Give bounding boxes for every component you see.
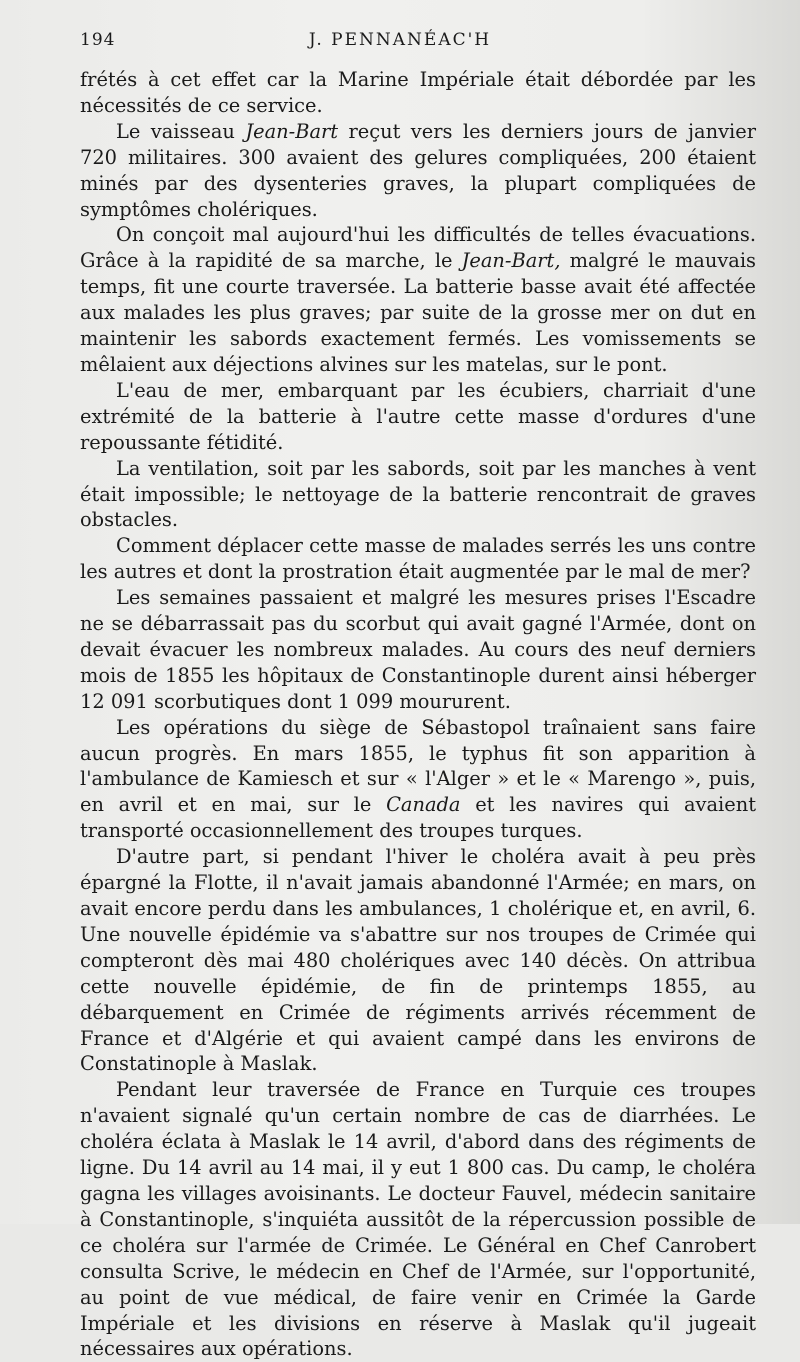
paragraph-text: reçut vers les derniers jours de janvier 720 militaires. 300 avaient des gelures compliquées, 200 étaient minés par des dysenteries graves, la plupart compliquées de symptômes cholériques.: [80, 119, 756, 221]
paragraph-text: La ventilation, soit par les sabords, soit par les manches à vent était impossible; le nettoyage de la batterie rencontrait de graves obstacles.: [80, 456, 756, 532]
running-head: J. PENNANÉAC'H: [308, 30, 492, 50]
paragraph-text: Les opérations du siège de Sébastopol traînaient sans faire aucun progrès. En mars 1855, le typhus fit son apparition à l'ambulance de Kamiesch et sur « l'Alger » et le « Marengo », puis, en avril et en mai, sur le: [80, 715, 756, 817]
paragraph: [80, 222, 756, 377]
paragraph-text: L'eau de mer, embarquant par les écubiers, charriait d'une extrémité de la batterie à l'autre cette masse d'ordures d'une repoussante fétidité.: [80, 378, 756, 454]
paragraph: [80, 456, 756, 534]
paragraph-text: Le vaisseau: [116, 119, 246, 143]
paragraph: [80, 119, 756, 223]
italic-text: Canada: [386, 793, 461, 817]
paragraph-text: On conçoit mal aujourd'hui les difficultés de telles évacuations. Grâce à la rapidité de sa marche, le: [80, 223, 756, 273]
italic-text: Jean-Bart,: [461, 249, 561, 273]
paragraph: [80, 67, 756, 119]
paragraph-text: frétés à cet effet car la Marine Impériale était débordée par les nécessités de ce service.: [80, 68, 756, 117]
body-text: [80, 67, 756, 1362]
paragraph-text: Les semaines passaient et malgré les mesures prises l'Escadre ne se débarrassait pas du scorbut qui avait gagné l'Armée, dont on devait évacuer les nombreux malades. Au cours des neuf derniers mois de 1855 les hôpitaux de Constantinople durent ainsi héberger 12 091 scorbutiques dont 1 099 moururent.: [80, 586, 756, 713]
paragraph: [80, 533, 756, 585]
paragraph: [80, 378, 756, 456]
paragraph-text: Comment déplacer cette masse de malades serrés les uns contre les autres et dont la prostration était augmentée par le mal de mer?: [80, 534, 756, 584]
paragraph-text: et les navires qui avaient transporté occasionnellement des troupes turques.: [80, 793, 756, 843]
paragraph: [80, 715, 756, 845]
page-header: [0, 30, 800, 54]
paragraph-text: malgré le mauvais temps, fit une courte traversée. La batterie basse avait été affectée aux malades les plus graves; par suite de la grosse mer on dut en maintenir les sabords exactement fermés. Les vomissements se mêlaient aux déjections alvines sur les matelas, sur le pont.: [80, 249, 756, 376]
page-number: 194: [80, 30, 116, 50]
paragraph-text: Pendant leur traversée de France en Turquie ces troupes n'avaient signalé qu'un certain nombre de cas de diarrhées. Le choléra éclata à Maslak le 14 avril, d'abord dans des régiments de ligne. Du 14 avril au 14 mai, il y eut 1 800 cas. Du camp, le choléra gagna les villages avoisinants. Le docteur Fauvel, médecin sanitaire à Constantinople, s'inquiéta aussitôt de la répercussion possible de ce choléra sur l'armée de Crimée. Le Général en Chef Canrobert consulta Scrive, le médecin en Chef de l'Armée, sur l'opportunité, au point de vue médical, de faire venir en Crimée la Garde Impériale et les divisions en réserve à Maslak qu'il jugeait nécessaires aux opérations.: [80, 1078, 756, 1361]
paragraph: [80, 844, 756, 1077]
paragraph: [80, 1077, 756, 1362]
paragraph: [80, 585, 756, 715]
italic-text: Jean-Bart: [245, 119, 339, 143]
paragraph-text: D'autre part, si pendant l'hiver le choléra avait à peu près épargné la Flotte, il n'avait jamais abandonné l'Armée; en mars, on avait encore perdu dans les ambulances, 1 cholérique et, en avril, 6. Une nouvelle épidémie va s'abattre sur nos troupes de Crimée qui compteront dès mai 480 cholériques avec 140 décès. On attribua cette nouvelle épidémie, de fin de printemps 1855, au débarquement en Crimée de régiments arrivés récemment de France et d'Algérie et qui avaient campé dans les environs de Constatinople à Maslak.: [80, 845, 756, 1076]
